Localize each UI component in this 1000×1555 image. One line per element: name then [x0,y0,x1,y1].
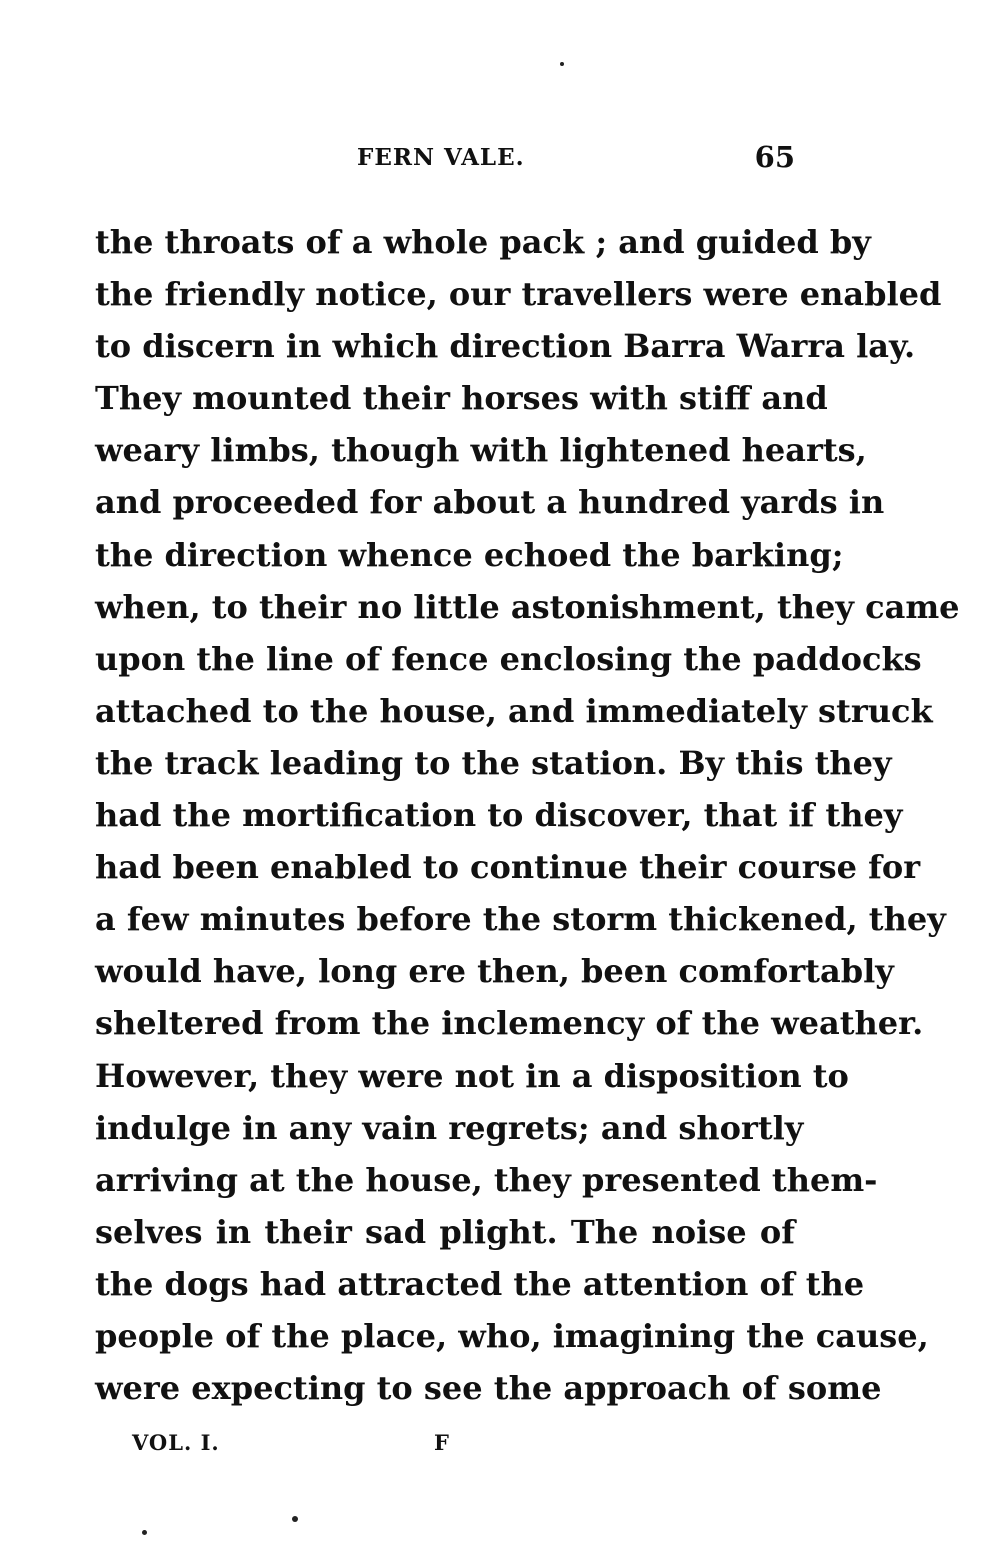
ink-speck [142,1530,147,1535]
text-line: the direction whence echoed the barking; [95,535,844,574]
text-line: weary limbs, though with lightened hearts, [95,431,867,470]
page-number: 65 [754,140,795,174]
text-line: However, they were not in a disposition to [95,1056,849,1095]
text-line: people of the place, who, imagining the cause, [95,1316,929,1355]
text-line: the track leading to the station. By this they [95,743,892,782]
ink-speck [560,62,564,66]
ink-speck [292,1516,298,1522]
text-line: the dogs had attracted the attention of the [95,1264,865,1303]
text-line: indulge in any vain regrets; and shortly [95,1108,804,1147]
body-text [95,216,960,1414]
signature-mark: F [434,1430,450,1455]
text-line: to discern in which direction Barra Warra lay. [95,327,916,366]
text-line: upon the line of fence enclosing the paddocks [95,639,922,678]
text-line: attached to the house, and immediately struck [95,691,933,730]
text-line: were expecting to see the approach of some [95,1369,882,1408]
text-line: sheltered from the inclemency of the weather. [95,1004,924,1043]
text-line: had the mortification to discover, that if they [95,796,903,835]
page-footer [132,1430,532,1466]
text-line: arriving at the house, they presented them- [95,1160,878,1199]
text-line: when, to their no little astonishment, they came [95,587,960,626]
text-line: would have, long ere then, been comfortably [95,952,894,991]
text-line: the friendly notice, our travellers were enabled [95,275,942,314]
text-line: a few minutes before the storm thickened, they [95,900,946,939]
text-line: the throats of a whole pack ; and guided by [95,223,871,261]
running-title: FERN VALE. [357,144,525,171]
running-head [95,140,795,180]
volume-label: VOL. I. [132,1430,220,1455]
text-line: and proceeded for about a hundred yards in [95,483,885,522]
text-line: selves in their sad plight. The noise of [95,1212,795,1251]
text-line: had been enabled to continue their course for [95,848,921,887]
text-line: They mounted their horses with stiff and [95,379,828,418]
